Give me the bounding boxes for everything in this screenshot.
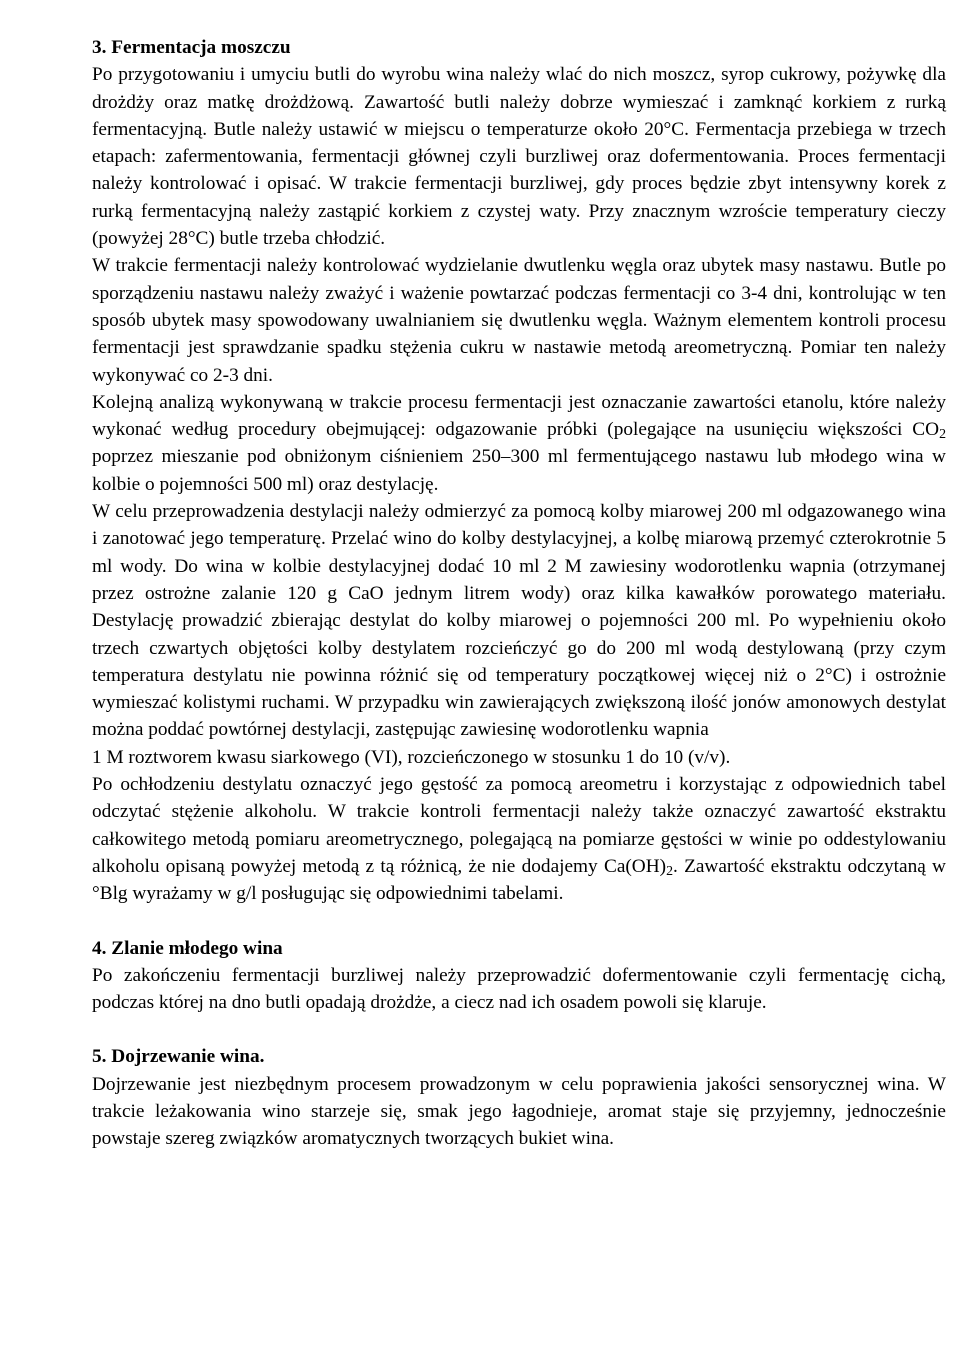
section-5-heading: 5. Dojrzewanie wina.	[92, 1046, 265, 1068]
section-3-paragraph-2: W trakcie fermentacji należy kontrolować wydzielanie dwutlenku węgla oraz ubytek masy nastawu. Butle po sporządzeniu nastawu należy zważyć i ważenie powtarzać podczas fermentacji co 3-4 dni, kontrolując w ten sposób ubytek masy spowodowany uwalnianiem się dwutlenku węgla. Ważnym elementem kontroli procesu fermentacji jest sprawdzanie spadku stężenia cukru w nastawie metodą areometryczną. Pomiar ten należy wykonywać co 2-3 dni.	[92, 255, 946, 386]
co2-subscript: 2	[939, 427, 946, 443]
paragraph-3-text-a: Kolejną analizą wykonywaną w trakcie procesu fermentacji jest oznaczanie zawartości etanolu, które należy wykonać według procedury obejmującej: odgazowanie próbki (polegające na usunięciu większości CO	[92, 391, 946, 441]
section-3-paragraph-4: W celu przeprowadzenia destylacji należy odmierzyć za pomocą kolby miarowej 200 ml odgazowanego wina i zanotować jego temperaturę. Przelać wino do kolby destylacyjnej, a kolbę miarową przemyć czterokrotnie 5 ml wody. Do wina w kolbie destylacyjnej dodać 10 ml 2 M zawiesiny wodorotlenku wapnia (otrzymanej przez ostrożne zalanie 120 g CaO jednym litrem wody) oraz kilka kawałków porowatego materiału. Destylację prowadzić zbierając destylat do kolby miarowej o pojemności 200 ml. Po wypełnieniu około trzech czwartych objętości kolby destylatem rozcieńczyć go do 200 ml wodą destylowaną (przy czym temperatura destylatu nie powinna różnić się od temperatury początkowej więcej niż o 2°C) i ostrożnie wymieszać kolistymi ruchami. W przypadku win zawierających zwiększoną ilość jonów amonowych destylat można poddać powtórnej destylacji, zastępując zawiesinę wodorotlenku wapnia	[92, 501, 946, 741]
paragraph-6-text-b: . Zawartość ekstraktu odczytaną w °Blg wyrażamy w g/l posługując się odpowiednimi tabelami.	[92, 855, 946, 905]
section-3-paragraph-5: 1 M roztworem kwasu siarkowego (VI), rozcieńczonego w stosunku 1 do 10 (v/v).	[92, 746, 731, 768]
section-3-paragraph-1: Po przygotowaniu i umyciu butli do wyrobu wina należy wlać do nich moszcz, syrop cukrowy, pożywkę dla drożdży oraz matkę drożdżową. Zawartość butli należy dobrze wymieszać i zamknąć korkiem z rurką fermentacyjną. Butle należy ustawić w miejscu o temperaturze około 20°C. Fermentacja przebiega w trzech etapach: zafermentowania, fermentacji głównej czyli burzliwej oraz dofermentowania. Proces fermentacji należy kontrolować i opisać. W trakcie fermentacji burzliwej, gdy proces będzie zbyt intensywny korek z rurką fermentacyjną należy zastąpić korkiem z czystej waty. Przy znacznym wzroście temperatury cieczy (powyżej 28°C) butle trzeba chłodzić.	[92, 64, 946, 250]
paragraph-3-text-b: poprzez mieszanie pod obniżonym ciśnieniem 250–300 ml fermentującego nastawu lub młodego wina w kolbie o pojemności 500 ml) oraz destylację.	[92, 446, 946, 495]
section-3-paragraph-3	[92, 389, 946, 498]
section-spacer	[92, 908, 946, 935]
section-4-paragraph-1: Po zakończeniu fermentacji burzliwej należy przeprowadzić dofermentowanie czyli fermentację cichą, podczas której na dno butli opadają drożdże, a ciecz nad ich osadem powoli się klaruje.	[92, 964, 946, 1014]
section-3-heading: 3. Fermentacja moszczu	[92, 37, 291, 58]
section-3-paragraph-6	[92, 771, 946, 907]
section-4-heading: 4. Zlanie młodego wina	[92, 937, 283, 959]
caoh2-subscript: 2	[666, 863, 673, 879]
section-spacer	[92, 1016, 946, 1043]
paragraph-6-text-a: Po ochłodzeniu destylatu oznaczyć jego gęstość za pomocą areometru i korzystając z odpowiednich tabel odczytać stężenie alkoholu. W trakcie kontroli fermentacji należy także oznaczyć zawartość ekstraktu całkowitego metodą pomiaru areometrycznego, polegającą na pomiarze gęstości w winie po oddestylowaniu alkoholu opisaną powyżej metodą z tą różnicą, że nie dodajemy Ca(OH)	[92, 774, 946, 877]
section-5-paragraph-1: Dojrzewanie jest niezbędnym procesem prowadzonym w celu poprawienia jakości sensorycznej wina. W trakcie leżakowania wino starzeje się, smak jego łagodnieje, aromat staje się przyjemny, jednocześnie powstaje szereg związków aromatycznych tworzących bukiet wina.	[92, 1073, 946, 1150]
